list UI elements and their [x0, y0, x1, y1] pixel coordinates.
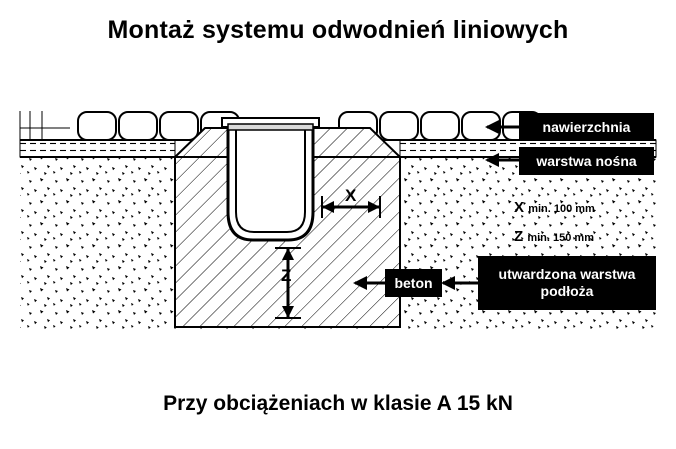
callout-beton: beton	[385, 269, 442, 297]
legend-symbol-x: X	[514, 199, 525, 216]
dimension-label-z: Z	[281, 266, 292, 285]
dimension-label-x: X	[345, 186, 357, 205]
callout-subbase-line-1: utwardzona warstwa	[498, 266, 636, 283]
page-title: Montaż systemu odwodnień liniowych	[107, 16, 569, 44]
legend-value-z: min. 150 mm	[527, 232, 594, 244]
legend-item-x	[514, 199, 595, 216]
legend-item-z	[514, 228, 594, 245]
callout-warstwa-nosna: warstwa nośna	[519, 147, 654, 175]
legend-value-x: min. 100 mm	[528, 203, 595, 215]
legend-symbol-z: Z	[514, 228, 524, 245]
page-footer: Przy obciążeniach w klasie A 15 kN	[163, 392, 513, 415]
drainage-channel	[222, 118, 319, 240]
callout-nawierzchnia: nawierzchnia	[519, 113, 654, 141]
callout-utwardzona-warstwa-podloza	[478, 256, 656, 310]
callout-subbase-line-2: podłoża	[540, 283, 594, 299]
